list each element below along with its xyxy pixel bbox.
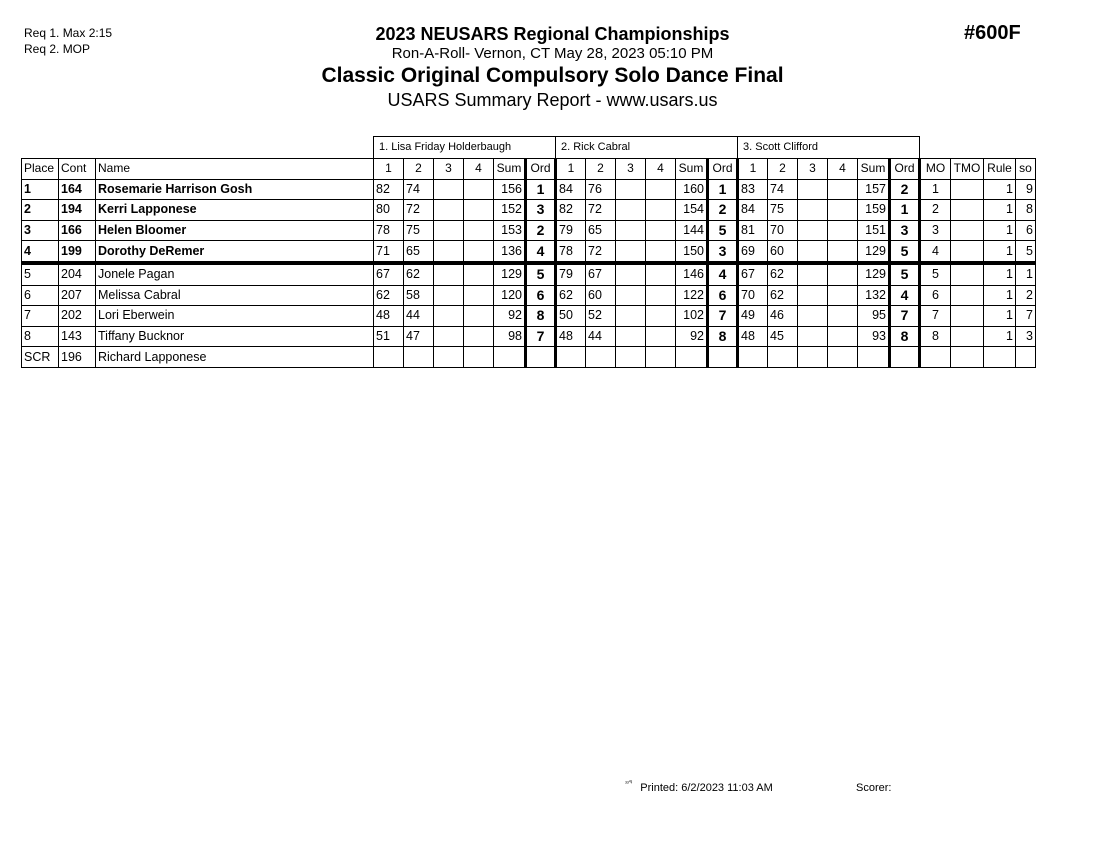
- mo-cell: 2: [920, 200, 951, 221]
- judge-3-col-header: 3: [798, 159, 828, 180]
- sum-cell: [858, 347, 890, 368]
- table-row: [22, 179, 1036, 200]
- sum-cell: 153: [494, 220, 526, 241]
- score-cell: 69: [738, 241, 768, 263]
- sum-cell: 129: [858, 263, 890, 285]
- ordinal-cell: 7: [890, 306, 920, 327]
- score-cell: 78: [556, 241, 586, 263]
- sum-cell: 120: [494, 285, 526, 306]
- judge-3-col-header: 2: [768, 159, 798, 180]
- score-cell: 62: [374, 285, 404, 306]
- score-cell: [434, 220, 464, 241]
- judge-1-col-header: 4: [464, 159, 494, 180]
- requirement-2: Req 2. MOP: [24, 42, 91, 56]
- table-row: [22, 200, 1036, 221]
- ordinal-cell: 4: [708, 263, 738, 285]
- score-cell: [464, 306, 494, 327]
- score-cell: [464, 263, 494, 285]
- rule-cell: 1: [984, 179, 1016, 200]
- score-cell: [434, 179, 464, 200]
- tmo-cell: [951, 220, 984, 241]
- score-cell: [434, 263, 464, 285]
- score-cell: 44: [586, 326, 616, 347]
- ordinal-cell: 7: [708, 306, 738, 327]
- ordinal-cell: 1: [708, 179, 738, 200]
- score-cell: 62: [768, 263, 798, 285]
- score-cell: [646, 263, 676, 285]
- ordinal-cell: 5: [890, 263, 920, 285]
- score-cell: [616, 285, 646, 306]
- judge-2-col-header: Sum: [676, 159, 708, 180]
- rule-cell: [984, 347, 1016, 368]
- table-row: [22, 241, 1036, 263]
- score-cell: [404, 347, 434, 368]
- score-cell: [768, 347, 798, 368]
- mo-cell: 7: [920, 306, 951, 327]
- sum-cell: 132: [858, 285, 890, 306]
- score-cell: [434, 241, 464, 263]
- ordinal-cell: 6: [708, 285, 738, 306]
- ordinal-cell: [526, 347, 556, 368]
- cont-cell: 199: [59, 241, 96, 263]
- score-cell: 62: [404, 263, 434, 285]
- score-cell: 65: [404, 241, 434, 263]
- sum-cell: 98: [494, 326, 526, 347]
- score-cell: 60: [768, 241, 798, 263]
- competition-title: 2023 NEUSARS Regional Championships: [375, 24, 730, 44]
- ordinal-cell: 1: [890, 200, 920, 221]
- score-cell: 72: [586, 241, 616, 263]
- score-cell: 75: [404, 220, 434, 241]
- rule-cell: 1: [984, 326, 1016, 347]
- tmo-cell: [951, 285, 984, 306]
- judge-3-header: 3. Scott Clifford: [738, 137, 920, 159]
- score-cell: [646, 241, 676, 263]
- so-cell: 1: [1016, 263, 1036, 285]
- cont-cell: 196: [59, 347, 96, 368]
- sum-cell: 129: [494, 263, 526, 285]
- ordinal-cell: 2: [890, 179, 920, 200]
- sum-cell: 122: [676, 285, 708, 306]
- tmo-cell: [951, 263, 984, 285]
- score-cell: 70: [768, 220, 798, 241]
- score-cell: 82: [556, 200, 586, 221]
- rule-header: Rule: [984, 159, 1016, 180]
- cont-cell: 202: [59, 306, 96, 327]
- so-cell: 5: [1016, 241, 1036, 263]
- score-cell: [586, 347, 616, 368]
- name-cell: Kerri Lapponese: [96, 200, 374, 221]
- rule-cell: 1: [984, 220, 1016, 241]
- score-cell: 79: [556, 263, 586, 285]
- mo-cell: 3: [920, 220, 951, 241]
- score-cell: 71: [374, 241, 404, 263]
- ordinal-cell: 5: [526, 263, 556, 285]
- score-cell: 48: [738, 326, 768, 347]
- score-cell: 48: [374, 306, 404, 327]
- score-cell: [828, 263, 858, 285]
- score-cell: 74: [768, 179, 798, 200]
- score-cell: [464, 241, 494, 263]
- sum-cell: 152: [494, 200, 526, 221]
- score-cell: 51: [374, 326, 404, 347]
- cont-cell: 164: [59, 179, 96, 200]
- ordinal-cell: 6: [526, 285, 556, 306]
- rule-cell: 1: [984, 263, 1016, 285]
- tmo-header: TMO: [951, 159, 984, 180]
- score-cell: 58: [404, 285, 434, 306]
- score-cell: [616, 179, 646, 200]
- so-cell: 3: [1016, 326, 1036, 347]
- judge-3-col-header: 4: [828, 159, 858, 180]
- score-cell: [464, 179, 494, 200]
- score-cell: [828, 200, 858, 221]
- score-cell: [464, 200, 494, 221]
- score-cell: 74: [404, 179, 434, 200]
- score-cell: [828, 285, 858, 306]
- score-cell: 48: [556, 326, 586, 347]
- score-cell: [798, 263, 828, 285]
- score-cell: [828, 241, 858, 263]
- rule-cell: 1: [984, 200, 1016, 221]
- score-cell: 65: [586, 220, 616, 241]
- judge-1-col-header: 1: [374, 159, 404, 180]
- judge-3-col-header: Ord: [890, 159, 920, 180]
- venue-date: Ron-A-Roll- Vernon, CT May 28, 2023 05:10 PM: [391, 45, 714, 62]
- score-cell: 82: [374, 179, 404, 200]
- ordinal-cell: 2: [708, 200, 738, 221]
- mo-cell: 6: [920, 285, 951, 306]
- score-cell: 78: [374, 220, 404, 241]
- sum-cell: 146: [676, 263, 708, 285]
- so-cell: 6: [1016, 220, 1036, 241]
- score-cell: 79: [556, 220, 586, 241]
- score-cell: 70: [738, 285, 768, 306]
- ordinal-cell: 8: [526, 306, 556, 327]
- score-cell: [434, 285, 464, 306]
- cont-header: Cont: [59, 159, 96, 180]
- name-cell: Tiffany Bucknor: [96, 326, 374, 347]
- judge-1-col-header: 2: [404, 159, 434, 180]
- ordinal-cell: 7: [526, 326, 556, 347]
- score-cell: 72: [404, 200, 434, 221]
- place-cell: 1: [22, 179, 59, 200]
- score-cell: [828, 326, 858, 347]
- judge-2-header: 2. Rick Cabral: [556, 137, 738, 159]
- sum-cell: 93: [858, 326, 890, 347]
- score-cell: 84: [738, 200, 768, 221]
- score-cell: 67: [738, 263, 768, 285]
- tmo-cell: [951, 200, 984, 221]
- sum-cell: 95: [858, 306, 890, 327]
- score-cell: [646, 220, 676, 241]
- score-cell: [798, 220, 828, 241]
- place-cell: 5: [22, 263, 59, 285]
- mo-header: MO: [920, 159, 951, 180]
- ordinal-cell: [890, 347, 920, 368]
- cont-cell: 143: [59, 326, 96, 347]
- tmo-cell: [951, 179, 984, 200]
- scorer-label: Scorer:: [856, 782, 892, 794]
- rule-cell: 1: [984, 306, 1016, 327]
- place-cell: 4: [22, 241, 59, 263]
- score-cell: [798, 306, 828, 327]
- judge-1-col-header: Sum: [494, 159, 526, 180]
- score-cell: [616, 326, 646, 347]
- place-cell: 8: [22, 326, 59, 347]
- score-cell: [798, 241, 828, 263]
- score-cell: [798, 179, 828, 200]
- name-cell: Dorothy DeRemer: [96, 241, 374, 263]
- score-cell: [434, 347, 464, 368]
- score-cell: 76: [586, 179, 616, 200]
- sum-cell: 129: [858, 241, 890, 263]
- score-cell: 84: [556, 179, 586, 200]
- sum-cell: 144: [676, 220, 708, 241]
- table-row: [22, 306, 1036, 327]
- ordinal-cell: 8: [890, 326, 920, 347]
- score-cell: [828, 220, 858, 241]
- ordinal-cell: 3: [708, 241, 738, 263]
- ordinal-cell: 5: [708, 220, 738, 241]
- cont-cell: 207: [59, 285, 96, 306]
- place-cell: 6: [22, 285, 59, 306]
- score-cell: [434, 326, 464, 347]
- score-cell: [464, 326, 494, 347]
- score-cell: [464, 347, 494, 368]
- event-number: #600F: [964, 22, 1021, 44]
- sum-cell: 160: [676, 179, 708, 200]
- mo-cell: 8: [920, 326, 951, 347]
- table-row: [22, 285, 1036, 306]
- cont-cell: 204: [59, 263, 96, 285]
- score-cell: [798, 200, 828, 221]
- judge-2-col-header: 3: [616, 159, 646, 180]
- report-title: USARS Summary Report - www.usars.us: [387, 90, 718, 110]
- score-cell: 50: [556, 306, 586, 327]
- score-cell: 81: [738, 220, 768, 241]
- score-cell: [798, 326, 828, 347]
- score-cell: [556, 347, 586, 368]
- judge-2-col-header: 2: [586, 159, 616, 180]
- score-cell: [646, 347, 676, 368]
- sum-cell: [494, 347, 526, 368]
- score-cell: [434, 200, 464, 221]
- place-cell: 7: [22, 306, 59, 327]
- so-cell: 2: [1016, 285, 1036, 306]
- sum-cell: 92: [676, 326, 708, 347]
- ordinal-cell: [708, 347, 738, 368]
- score-cell: [616, 241, 646, 263]
- score-cell: [616, 220, 646, 241]
- score-cell: [798, 285, 828, 306]
- sum-cell: [676, 347, 708, 368]
- name-cell: Richard Lapponese: [96, 347, 374, 368]
- ordinal-cell: 4: [890, 285, 920, 306]
- score-cell: [616, 200, 646, 221]
- score-cell: [646, 200, 676, 221]
- score-cell: 72: [586, 200, 616, 221]
- ordinal-cell: 8: [708, 326, 738, 347]
- score-cell: 47: [404, 326, 434, 347]
- score-cell: 83: [738, 179, 768, 200]
- score-cell: 62: [768, 285, 798, 306]
- score-cell: [646, 179, 676, 200]
- judge-3-col-header: 1: [738, 159, 768, 180]
- place-cell: 3: [22, 220, 59, 241]
- ordinal-cell: 3: [526, 200, 556, 221]
- name-cell: Rosemarie Harrison Gosh: [96, 179, 374, 200]
- name-cell: Helen Bloomer: [96, 220, 374, 241]
- event-name: Classic Original Compulsory Solo Dance Final: [321, 64, 784, 87]
- score-cell: [798, 347, 828, 368]
- tmo-cell: [951, 306, 984, 327]
- score-cell: [646, 285, 676, 306]
- score-cell: [616, 263, 646, 285]
- mo-cell: 4: [920, 241, 951, 263]
- printer-code: ᵌᵌ'ᶣ: [625, 781, 633, 787]
- rule-cell: 1: [984, 241, 1016, 263]
- cont-cell: 194: [59, 200, 96, 221]
- score-cell: [464, 220, 494, 241]
- printed-date: Printed: 6/2/2023 11:03 AM: [640, 782, 773, 794]
- place-cell: SCR: [22, 347, 59, 368]
- score-cell: 45: [768, 326, 798, 347]
- place-header: Place: [22, 159, 59, 180]
- sum-cell: 159: [858, 200, 890, 221]
- mo-cell: 5: [920, 263, 951, 285]
- score-cell: 44: [404, 306, 434, 327]
- score-cell: 80: [374, 200, 404, 221]
- sum-cell: 102: [676, 306, 708, 327]
- table-row: [22, 347, 1036, 368]
- score-cell: 75: [768, 200, 798, 221]
- so-cell: 8: [1016, 200, 1036, 221]
- ordinal-cell: 3: [890, 220, 920, 241]
- mo-cell: [920, 347, 951, 368]
- name-cell: Lori Eberwein: [96, 306, 374, 327]
- judge-2-col-header: Ord: [708, 159, 738, 180]
- score-cell: [616, 347, 646, 368]
- sum-cell: 136: [494, 241, 526, 263]
- tmo-cell: [951, 241, 984, 263]
- judge-2-col-header: 4: [646, 159, 676, 180]
- tmo-cell: [951, 326, 984, 347]
- place-cell: 2: [22, 200, 59, 221]
- rule-cell: 1: [984, 285, 1016, 306]
- score-cell: [464, 285, 494, 306]
- ordinal-cell: 5: [890, 241, 920, 263]
- sum-cell: 157: [858, 179, 890, 200]
- so-cell: 7: [1016, 306, 1036, 327]
- score-cell: [828, 347, 858, 368]
- name-cell: Jonele Pagan: [96, 263, 374, 285]
- so-cell: 9: [1016, 179, 1036, 200]
- table-row: [22, 263, 1036, 285]
- so-cell: [1016, 347, 1036, 368]
- score-cell: [646, 326, 676, 347]
- judge-1-col-header: Ord: [526, 159, 556, 180]
- judge-1-header: 1. Lisa Friday Holderbaugh: [374, 137, 556, 159]
- name-cell: Melissa Cabral: [96, 285, 374, 306]
- score-cell: 46: [768, 306, 798, 327]
- table-row: [22, 220, 1036, 241]
- ordinal-cell: 4: [526, 241, 556, 263]
- printed-stamp: [625, 782, 773, 794]
- score-cell: [434, 306, 464, 327]
- sum-cell: 150: [676, 241, 708, 263]
- score-cell: [828, 306, 858, 327]
- sum-cell: 92: [494, 306, 526, 327]
- score-cell: 52: [586, 306, 616, 327]
- score-cell: 49: [738, 306, 768, 327]
- sum-cell: 156: [494, 179, 526, 200]
- score-cell: [374, 347, 404, 368]
- tmo-cell: [951, 347, 984, 368]
- judge-2-col-header: 1: [556, 159, 586, 180]
- score-cell: 67: [586, 263, 616, 285]
- name-header: Name: [96, 159, 374, 180]
- score-cell: 67: [374, 263, 404, 285]
- so-header: so: [1016, 159, 1036, 180]
- requirement-1: Req 1. Max 2:15: [24, 26, 113, 40]
- score-cell: [646, 306, 676, 327]
- mo-cell: 1: [920, 179, 951, 200]
- ordinal-cell: 1: [526, 179, 556, 200]
- score-cell: [738, 347, 768, 368]
- table-row: [22, 326, 1036, 347]
- sum-cell: 154: [676, 200, 708, 221]
- sum-cell: 151: [858, 220, 890, 241]
- judge-1-col-header: 3: [434, 159, 464, 180]
- results-table: [21, 136, 1036, 368]
- requirements: [24, 25, 112, 57]
- judge-3-col-header: Sum: [858, 159, 890, 180]
- cont-cell: 166: [59, 220, 96, 241]
- score-cell: [616, 306, 646, 327]
- score-cell: 62: [556, 285, 586, 306]
- score-cell: 60: [586, 285, 616, 306]
- score-cell: [828, 179, 858, 200]
- ordinal-cell: 2: [526, 220, 556, 241]
